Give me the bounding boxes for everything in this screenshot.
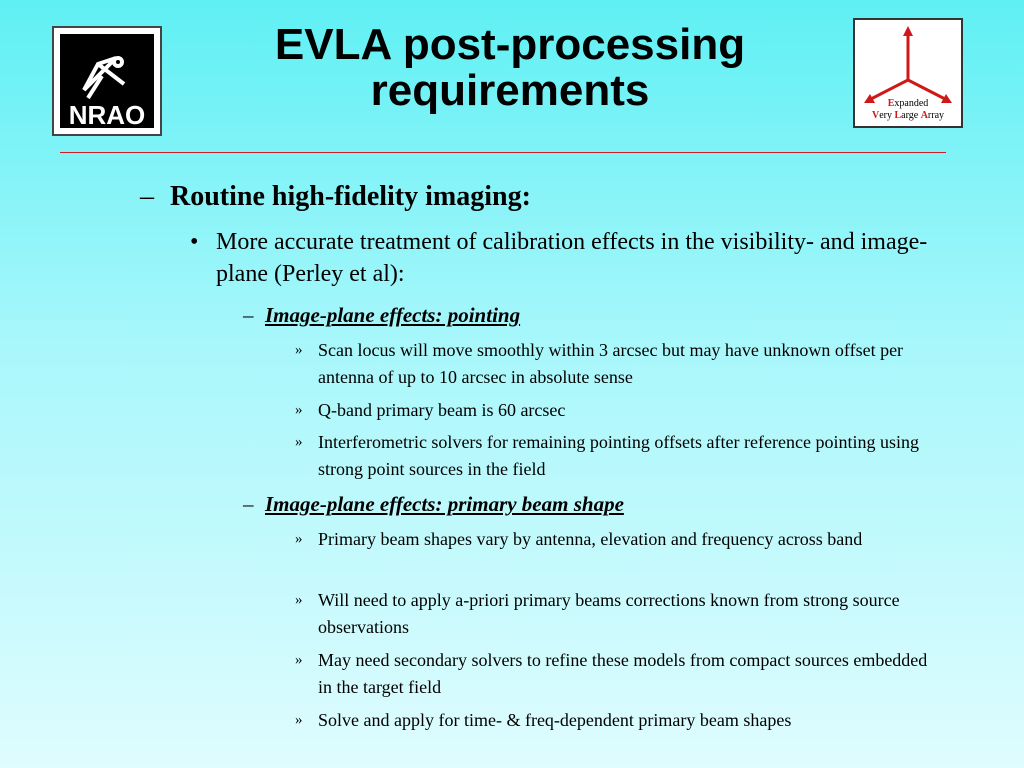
list-item-text: Scan locus will move smoothly within 3 arcsec but may have unknown offset per antenna of up to 10 arcsec in absolute sense <box>318 340 904 387</box>
dash-marker: – <box>243 492 254 516</box>
list-item <box>295 397 945 424</box>
list-item <box>295 337 945 391</box>
list-item <box>295 707 945 734</box>
bullet-marker: • <box>190 229 199 255</box>
section-title <box>243 491 624 517</box>
raquo-marker: » <box>295 592 303 608</box>
raquo-marker: » <box>295 402 303 418</box>
dash-marker: – <box>140 181 154 212</box>
section-title <box>243 302 520 328</box>
list-item-text: Interferometric solvers for remaining pointing offsets after reference pointing using strong point sources in the field <box>318 432 919 479</box>
section-title-text: Image-plane effects: pointing <box>265 303 521 327</box>
list-item-text: Primary beam shapes vary by antenna, elevation and frequency across band <box>318 529 863 549</box>
list-item-text: Solve and apply for time- & freq-dependent primary beam shapes <box>318 710 792 730</box>
heading-text: Routine high-fidelity imaging: <box>170 181 531 212</box>
bullet-text: More accurate treatment of calibration effects in the visibility- and image-plane (Perley et al): <box>216 229 928 287</box>
title-line-1: EVLA post-processing <box>274 20 746 69</box>
bullet-item <box>190 226 950 290</box>
title-line-2: requirements <box>370 66 650 115</box>
list-item-text: Will need to apply a-priori primary beams corrections known from strong source observations <box>318 590 900 637</box>
section-title-text: Image-plane effects: primary beam shape <box>265 492 624 516</box>
list-item-text: May need secondary solvers to refine these models from compact sources embedded in the target field <box>318 650 928 697</box>
list-item-text: Q-band primary beam is 60 arcsec <box>318 400 566 420</box>
list-item <box>295 526 945 553</box>
list-item <box>295 429 945 483</box>
raquo-marker: » <box>295 652 303 668</box>
raquo-marker: » <box>295 712 303 728</box>
raquo-marker: » <box>295 434 303 450</box>
heading-item <box>140 180 531 214</box>
evla-line-1: Expanded <box>887 98 929 109</box>
raquo-marker: » <box>295 342 303 358</box>
nrao-logo-text: NRAO <box>68 100 146 130</box>
evla-line-2: Very Large Array <box>871 110 945 121</box>
dash-marker: – <box>243 303 254 327</box>
list-item <box>295 647 945 701</box>
list-item <box>295 587 945 641</box>
raquo-marker: » <box>295 531 303 547</box>
